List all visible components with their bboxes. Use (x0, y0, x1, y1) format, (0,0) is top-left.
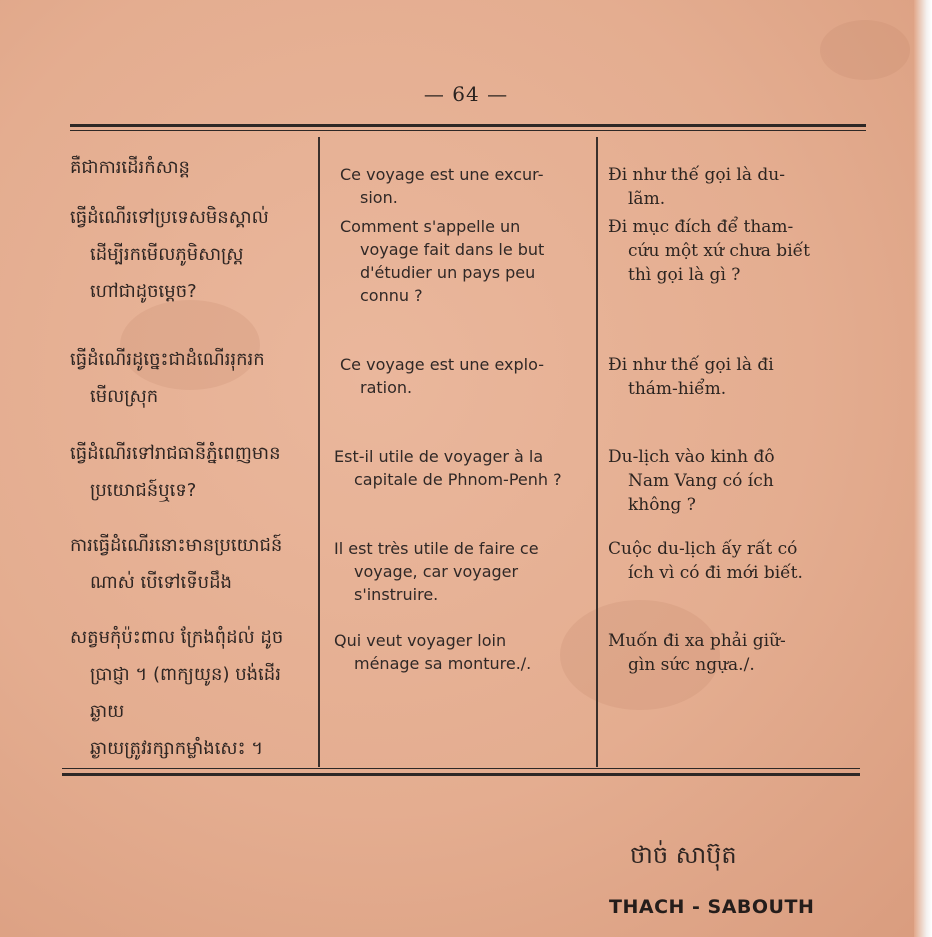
table-row-3-french: Ce voyage est une explo- ration. (340, 355, 544, 397)
table-row-2-vietnamese: Đi mục đích để tham- cứu một xứ chưa biết thì gọi là gì ? (608, 217, 810, 285)
table-row-6-khmer: សត្វមកុំប៉ះពាល ក្រែងពុំដល់ ដូច ប្រាជ្ញា ។ (ពាក្យយូន) បង់ដើរឆ្ងាយ ឆ្ងាយត្រូវរក្សាកម្លាំងសេះ ។ (70, 627, 284, 759)
table-row-1-french: Ce voyage est une excur- sion. (340, 165, 544, 207)
table-row-3-khmer: ធ្វើដំណើរដូច្នេះជាដំណើររុករក មើលស្រុក (70, 349, 265, 407)
table-row-1-khmer: គឺជាការដើរកំសាន្ត (70, 157, 190, 178)
signature-latin: THACH - SABOUTH (609, 896, 815, 918)
table-row-5-french: Il est très utile de faire ce voyage, car voyager s'instruire. (334, 539, 539, 604)
bottom-rule-thick (62, 773, 860, 776)
column-divider-1 (318, 137, 320, 767)
vocabulary-table (70, 137, 870, 767)
table-row-2-french: Comment s'appelle un voyage fait dans le but d'étudier un pays peu connu ? (340, 217, 545, 305)
table-row-4-vietnamese: Du-lịch vào kinh đô Nam Vang có ích không ? (608, 447, 775, 515)
column-divider-2 (596, 137, 598, 767)
bottom-rule-thin (62, 768, 860, 769)
top-rule-thin (70, 130, 866, 131)
table-row-5-vietnamese: Cuộc du-lịch ấy rất có ích vì có đi mới biết. (608, 539, 803, 583)
table-row-3-vietnamese: Đi như thế gọi là đi thám-hiểm. (608, 355, 774, 399)
page-number: — 64 — (423, 82, 509, 106)
table-row-1-vietnamese: Đi như thế gọi là du- lãm. (608, 165, 785, 209)
table-row-6-french: Qui veut voyager loin ménage sa monture./. (334, 631, 532, 673)
top-rule-thick (70, 124, 866, 127)
torn-page-edge (914, 0, 932, 937)
signature-khmer: ថាច់ សាប៊ុត (630, 841, 737, 869)
table-row-5-khmer: ការធ្វើដំណើរនោះមានប្រយោជន៍ ណាស់ បើទៅទើបដឹង (70, 535, 283, 593)
table-row-4-khmer: ធ្វើដំណើរទៅរាជធានីភ្នំពេញមាន ប្រយោជន៍ឬទេ? (70, 443, 281, 501)
table-row-4-french: Est-il utile de voyager à la capitale de Phnom-Penh ? (334, 447, 562, 489)
table-row-2-khmer: ធ្វើដំណើរទៅប្រទេសមិនស្គាល់ ដើម្បីរកមើលភូមិសាស្ត្រ ហៅជាដូចម្ដេច? (70, 207, 269, 302)
table-row-6-vietnamese: Muốn đi xa phải giữ- gìn sức ngựa./. (608, 631, 786, 675)
